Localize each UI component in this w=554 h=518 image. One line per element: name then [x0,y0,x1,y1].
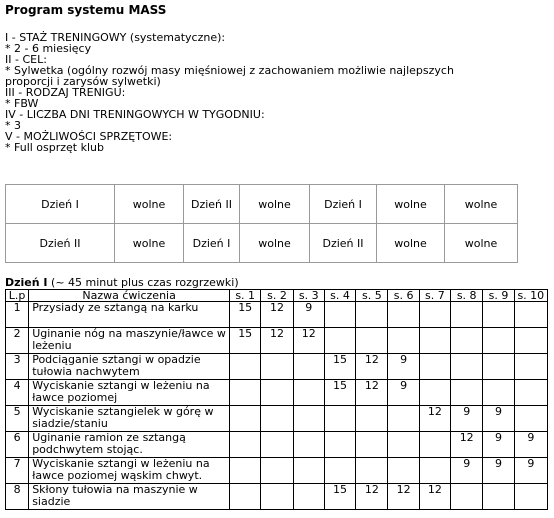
set-reps [483,354,514,380]
page-title: Program systemu MASS [5,3,167,17]
set-reps [293,406,324,432]
row-number: 4 [6,380,29,406]
set-reps [324,328,355,354]
set-reps: 12 [419,484,450,510]
set-reps: 15 [230,302,261,328]
row-number: 1 [6,302,29,328]
set-reps: 9 [388,380,419,406]
set-reps [293,354,324,380]
set-reps: 9 [483,432,514,458]
exercise-plan-table [5,289,548,510]
header-set: s. 2 [261,290,293,302]
set-reps: 15 [324,380,355,406]
header-set: s. 3 [293,290,324,302]
table-row [6,354,548,380]
set-reps [514,406,547,432]
set-reps [261,458,293,484]
exercise-name: Uginanie nóg na maszynie/ławce w leżeniu [29,328,230,354]
set-reps [483,302,514,328]
set-reps [388,406,419,432]
row-number: 2 [6,328,29,354]
set-reps: 12 [293,328,324,354]
set-reps [324,432,355,458]
set-reps [261,432,293,458]
weekly-schedule-table [5,184,518,263]
set-reps: 12 [451,432,483,458]
set-reps [293,484,324,510]
header-lp: L.p [6,290,29,302]
row-number: 6 [6,432,29,458]
set-reps [514,354,547,380]
set-reps: 9 [514,458,547,484]
schedule-cell: wolne [445,224,518,263]
set-reps [356,328,388,354]
set-reps [293,458,324,484]
set-reps [514,328,547,354]
set-reps [483,380,514,406]
table-row [6,302,548,328]
set-reps [451,302,483,328]
schedule-cell: wolne [240,224,310,263]
header-set: s. 9 [483,290,514,302]
set-reps [419,458,450,484]
info-line-stage: I - STAŻ TRENINGOWY (systematyczne): [5,31,226,44]
set-reps: 15 [230,328,261,354]
set-reps: 15 [324,354,355,380]
info-line-type: III - RODZAJ TRENIGU: [5,86,126,99]
plan-body [6,302,548,510]
set-reps [419,380,450,406]
info-line-equipment: V - MOŻLIWOŚCI SPRZĘTOWE: [5,130,173,143]
set-reps [419,354,450,380]
table-row [6,484,548,510]
set-reps [451,354,483,380]
table-row [6,328,548,354]
set-reps: 12 [261,328,293,354]
day-heading [5,276,239,289]
set-reps [356,458,388,484]
plan-header-row [6,290,548,302]
set-reps [451,484,483,510]
set-reps: 9 [483,406,514,432]
info-line-goal-value: * Sylwetka (ogólny rozwój masy mięśniowej z zachowaniem możliwie najlepszych [5,64,454,77]
info-line-stage-value: * 2 - 6 miesięcy [5,42,92,55]
schedule-cell: wolne [377,224,445,263]
set-reps [293,380,324,406]
row-number: 5 [6,406,29,432]
set-reps [514,484,547,510]
info-line-type-value: * FBW [5,97,39,110]
set-reps [356,302,388,328]
set-reps [419,328,450,354]
program-info [5,32,550,153]
set-reps [514,380,547,406]
schedule-row [6,224,518,263]
day-heading-note: (~ 45 minut plus czas rozgrzewki) [47,276,239,289]
schedule-cell: Dzień II [184,185,240,224]
row-number: 8 [6,484,29,510]
set-reps [230,406,261,432]
set-reps [356,406,388,432]
set-reps: 9 [388,354,419,380]
set-reps [514,302,547,328]
schedule-row [6,185,518,224]
set-reps: 12 [388,484,419,510]
schedule-cell: wolne [445,185,518,224]
set-reps: 9 [451,458,483,484]
set-reps [261,354,293,380]
row-number: 7 [6,458,29,484]
exercise-name: Przysiady ze sztangą na karku [29,302,230,328]
set-reps: 9 [293,302,324,328]
set-reps [230,380,261,406]
info-line-equipment-value: * Full osprzęt klub [5,141,104,154]
header-set: s. 5 [356,290,388,302]
set-reps: 9 [514,432,547,458]
schedule-cell: wolne [377,185,445,224]
set-reps [388,432,419,458]
exercise-name: Podciąganie sztangi w opadzie tułowia nachwytem [29,354,230,380]
header-exercise-name: Nazwa ćwiczenia [29,290,230,302]
set-reps [261,484,293,510]
exercise-name: Wyciskanie sztangi w leżeniu na ławce poziomej [29,380,230,406]
set-reps [230,432,261,458]
set-reps [451,328,483,354]
header-set: s. 7 [419,290,450,302]
set-reps [388,302,419,328]
set-reps [483,328,514,354]
set-reps [293,432,324,458]
header-set: s. 8 [451,290,483,302]
set-reps: 12 [261,302,293,328]
set-reps [324,302,355,328]
header-set: s. 10 [514,290,547,302]
schedule-cell: Dzień I [6,185,115,224]
set-reps [230,458,261,484]
set-reps [356,432,388,458]
set-reps: 12 [419,406,450,432]
set-reps: 9 [483,458,514,484]
schedule-cell: wolne [240,185,310,224]
set-reps [324,406,355,432]
header-set: s. 6 [388,290,419,302]
schedule-cell: wolne [115,224,184,263]
exercise-name: Wyciskanie sztangi w leżeniu na ławce poziomej wąskim chwyt. [29,458,230,484]
schedule-cell: Dzień II [6,224,115,263]
schedule-cell: Dzień I [184,224,240,263]
set-reps [451,380,483,406]
schedule-cell: Dzień I [310,185,377,224]
schedule-cell: wolne [115,185,184,224]
header-set: s. 4 [324,290,355,302]
document [5,3,550,153]
info-line-goal: II - CEL: [5,53,47,66]
table-row [6,380,548,406]
set-reps [388,458,419,484]
set-reps [230,484,261,510]
info-line-days-value: * 3 [5,119,21,132]
set-reps [230,354,261,380]
set-reps [324,458,355,484]
info-line-goal-value-cont: proporcji i zarysów sylwetki) [5,75,161,88]
table-row [6,458,548,484]
set-reps: 15 [324,484,355,510]
table-row [6,406,548,432]
set-reps [261,380,293,406]
set-reps [483,484,514,510]
row-number: 3 [6,354,29,380]
exercise-name: Skłony tułowia na maszynie w siadzie [29,484,230,510]
exercise-name: Uginanie ramion ze sztangą podchwytem stojąc. [29,432,230,458]
set-reps: 12 [356,354,388,380]
day-heading-label: Dzień I [5,276,48,289]
set-reps [261,406,293,432]
schedule-cell: Dzień II [310,224,377,263]
set-reps [419,432,450,458]
header-set: s. 1 [230,290,261,302]
table-row [6,432,548,458]
set-reps: 12 [356,380,388,406]
set-reps: 12 [356,484,388,510]
info-line-days: IV - LICZBA DNI TRENINGOWYCH W TYGODNIU: [5,108,265,121]
exercise-name: Wyciskanie sztangielek w górę w siadzie/staniu [29,406,230,432]
set-reps: 9 [451,406,483,432]
set-reps [419,302,450,328]
set-reps [388,328,419,354]
